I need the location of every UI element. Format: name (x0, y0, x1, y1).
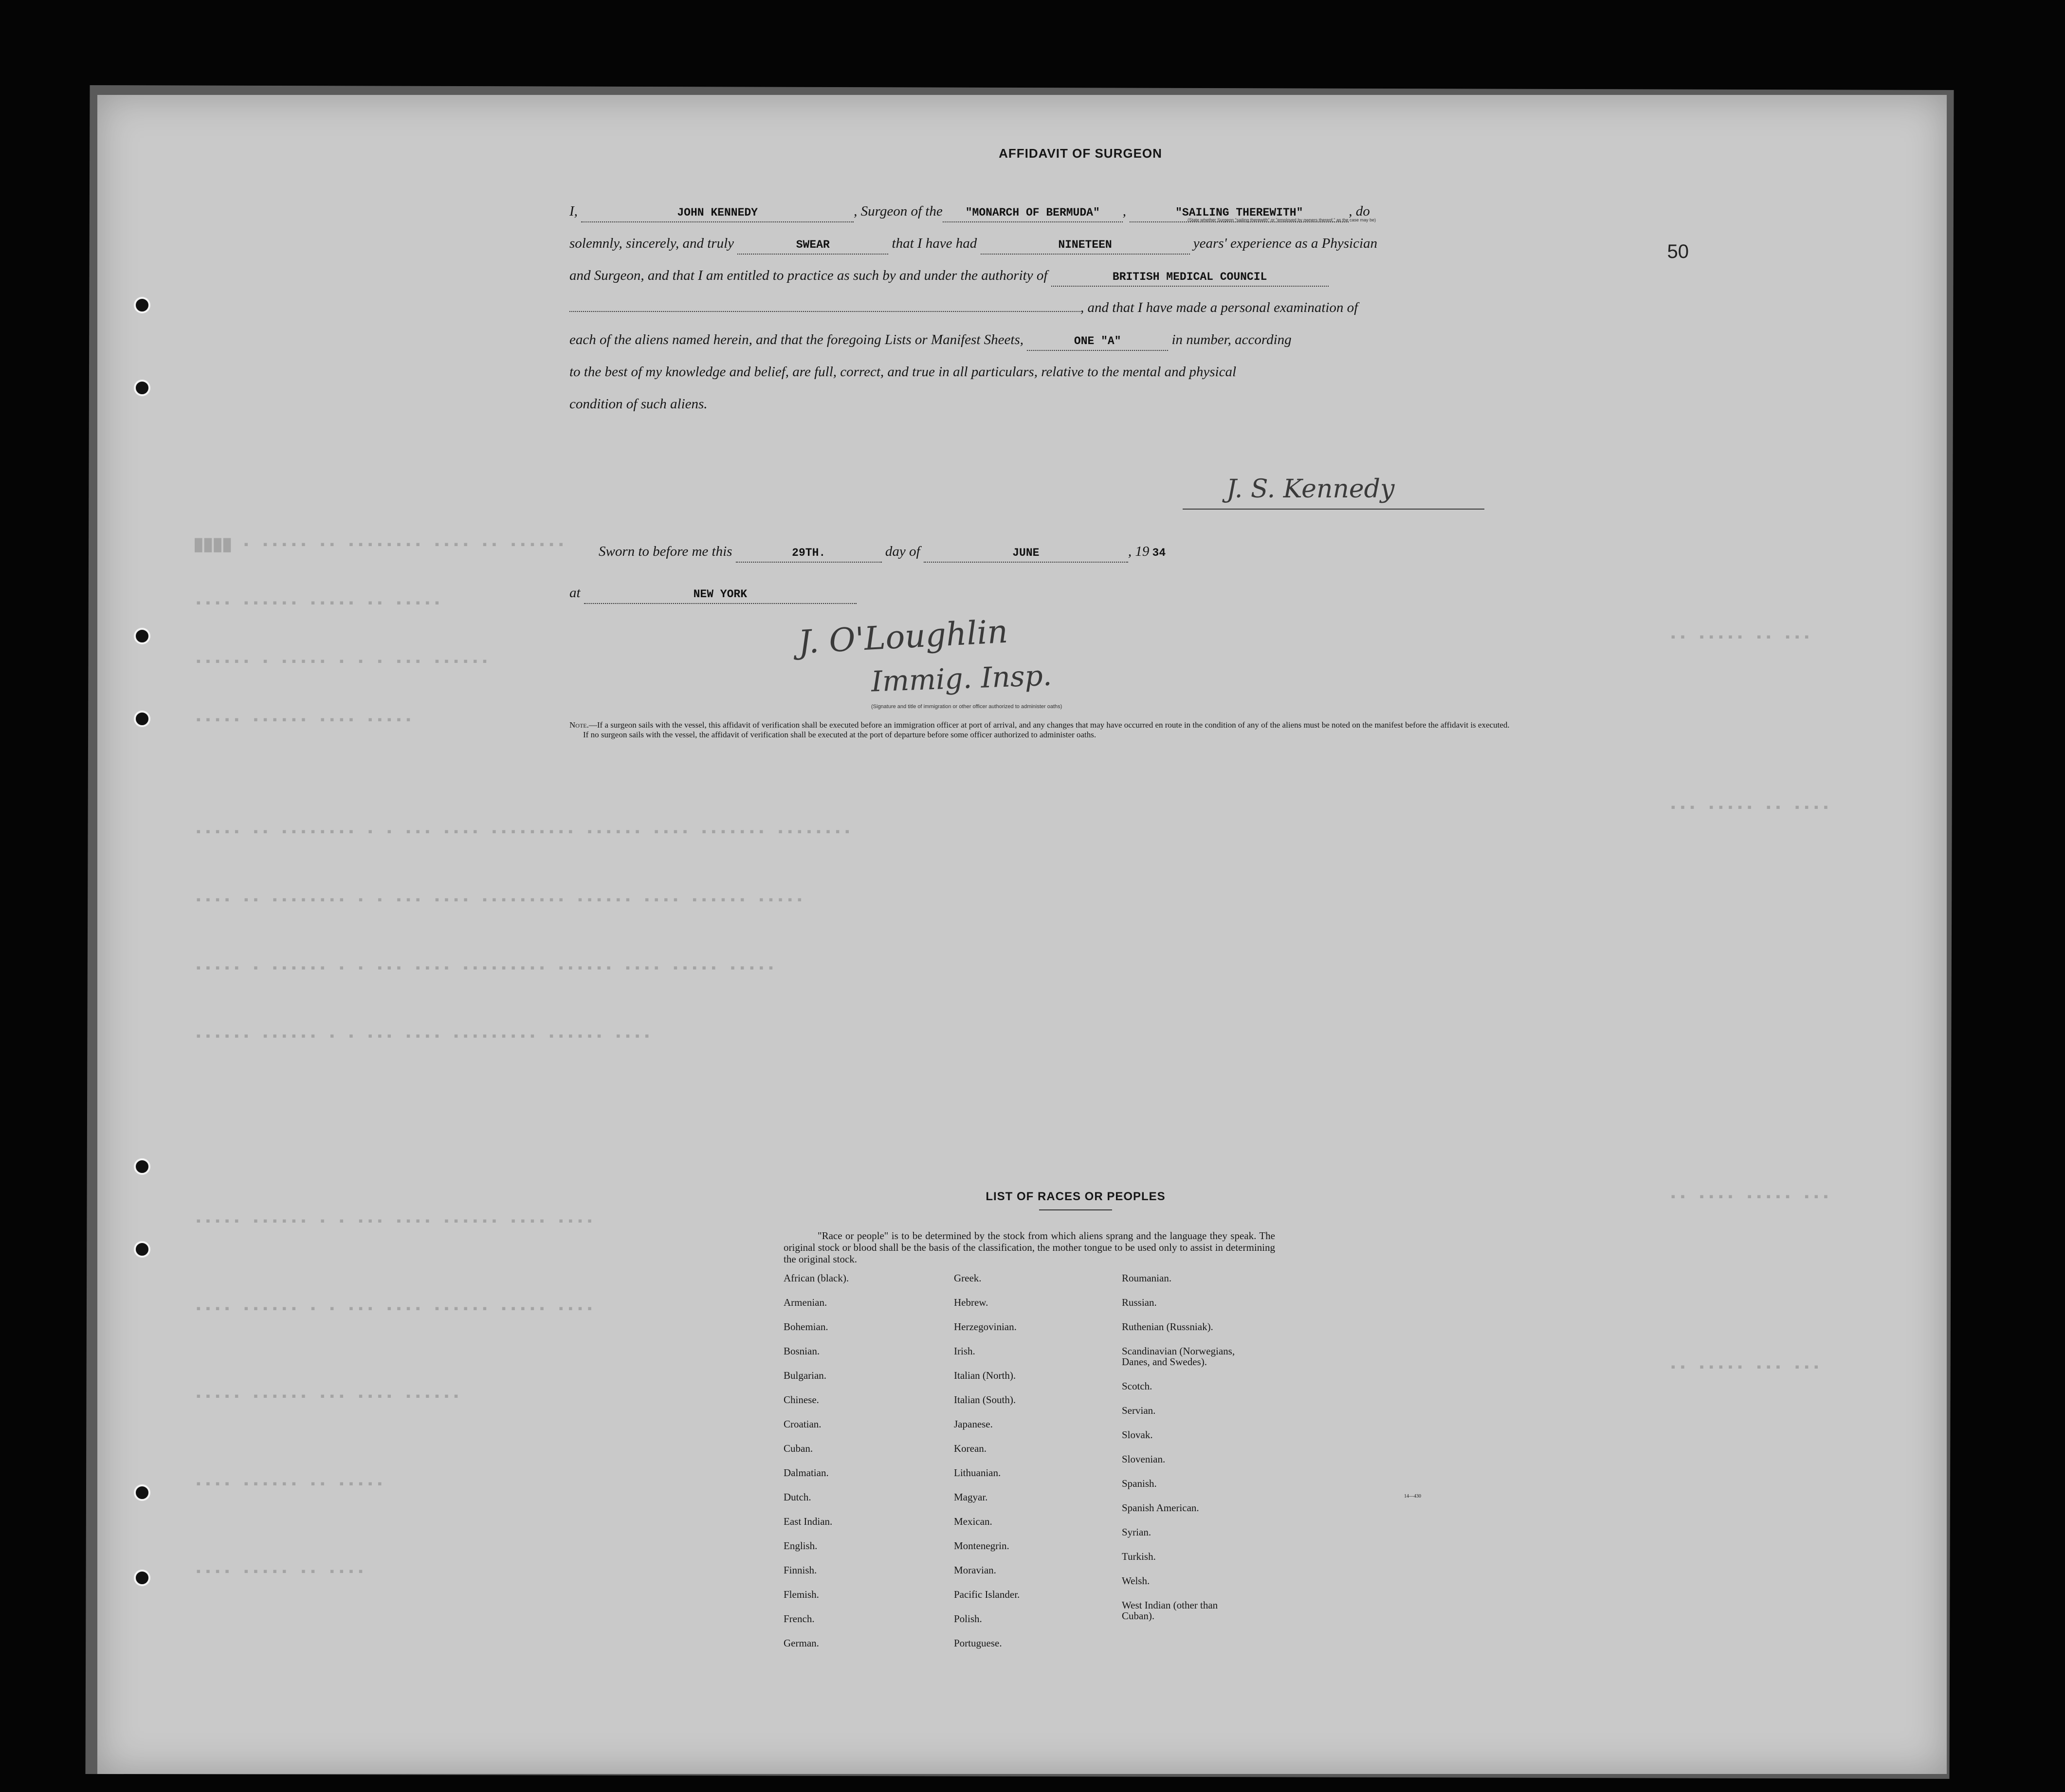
race-item: Hebrew. (954, 1297, 988, 1308)
bleed-through-text: ▪▪ ▪▪▪▪ ▪▪▪▪▪ ▪▪▪ (1669, 1190, 1832, 1205)
race-item: Cuban. (784, 1443, 813, 1454)
sailing-status-note: (State whether Surgeon "sailing therewith" or "employed by owners thereof," as the case may be) (1188, 218, 1376, 222)
note-section (569, 704, 1591, 740)
bleed-through-text: ▪▪▪▪ ▪▪▪▪▪▪ ▪▪ ▪▪▪▪▪ (195, 1477, 386, 1492)
authority-field: BRITISH MEDICAL COUNCIL (1051, 268, 1329, 287)
bleed-through-text: ▪▪▪▪ ▪▪ ▪▪▪▪▪▪▪▪ ▪ ▪ ▪▪▪ ▪▪▪▪ ▪▪▪▪▪▪▪▪▪ ▪▪▪▪▪▪ ▪▪▪▪ ▪▪▪▪▪▪ ▪▪▪▪▪ (195, 893, 805, 908)
signature-caption: (Signature and title of immigration or other officer authorized to administer oaths) (871, 704, 1062, 710)
years-field: NINETEEN (981, 236, 1190, 255)
race-item: Italian (North). (954, 1370, 1016, 1381)
form-code: 14—430 (1404, 1494, 1421, 1499)
sailing-status-field: "SAILING THEREWITH" (1130, 204, 1349, 222)
affidavit-line-6: to the best of my knowledge and belief, are full, correct, and true in all particulars, relative to the mental and physical (569, 364, 1237, 380)
race-item: Chinese. (784, 1394, 819, 1406)
affidavit-line-4: , and that I have made a personal examination of (569, 292, 1591, 324)
affidavit-line-5: each of the aliens named herein, and that the foregoing Lists or Manifest Sheets, ONE "A" in number, according (569, 324, 1591, 356)
races-title-rule (1039, 1209, 1112, 1210)
race-item: Turkish. (1122, 1551, 1156, 1562)
oath-field: SWEAR (737, 236, 888, 255)
race-item: Servian. (1122, 1405, 1156, 1416)
race-item: French. (784, 1613, 815, 1625)
race-item: Moravian. (954, 1564, 996, 1576)
surgeon-signature-line (1183, 509, 1484, 510)
races-intro: "Race or people" is to be determined by the stock from which aliens sprang and the language they speak. The original stock or blood shall be the basis of the classification, the mother tongue to be used only to assist in determining the original stock. (784, 1230, 1275, 1265)
bleed-through-text: ▪▪ ▪▪▪▪▪ ▪▪ ▪▪▪ (1669, 630, 1813, 645)
sworn-place-field: NEW YORK (584, 585, 857, 604)
race-item: Magyar. (954, 1491, 988, 1503)
race-item: German. (784, 1637, 819, 1649)
surgeon-name-field: JOHN KENNEDY (581, 204, 854, 222)
race-item: Polish. (954, 1613, 982, 1625)
document-page (97, 95, 1947, 1774)
race-item: Syrian. (1122, 1526, 1151, 1538)
race-item: Greek. (954, 1272, 982, 1284)
race-item: Bohemian. (784, 1321, 828, 1333)
race-item: Italian (South). (954, 1394, 1016, 1406)
affidavit-line-1: I, JOHN KENNEDY , Surgeon of the "MONARCH OF BERMUDA" , "SAILING THEREWITH" , do (State whether Surgeon "sailing therewith" or "employed by owners thereof," as the case may be) (569, 195, 1591, 227)
bleed-through-text: ▪▪ ▪▪▪▪▪ ▪▪▪ ▪▪▪ (1669, 1360, 1822, 1375)
race-item: Spanish American. (1122, 1502, 1199, 1514)
note-line-2: If no surgeon sails with the vessel, the affidavit of verification shall be executed at the port of departure before some officer authorized to administer oaths. (583, 730, 1096, 739)
sworn-day-field: 29TH. (736, 544, 882, 563)
bleed-through-text: ████ ▪ ▪▪▪▪▪ ▪▪ ▪▪▪▪▪▪▪▪ ▪▪▪▪ ▪▪ ▪▪▪▪▪▪ (195, 538, 567, 552)
race-item: Roumanian. (1122, 1272, 1172, 1284)
bleed-through-text: ▪▪▪ ▪▪▪▪▪ ▪▪ ▪▪▪▪ (1669, 801, 1832, 815)
race-item: Spanish. (1122, 1478, 1157, 1489)
race-item: Dutch. (784, 1491, 811, 1503)
races-title: LIST OF RACES OR PEOPLES (986, 1190, 1166, 1203)
sworn-month-field: JUNE (924, 544, 1128, 563)
page-number: 50 (1667, 241, 1689, 262)
race-item: Scotch. (1122, 1380, 1152, 1392)
binding-hole (134, 297, 150, 313)
races-column-1 (784, 1273, 959, 1662)
races-column-2 (954, 1273, 1129, 1662)
race-item: West Indian (other than Cuban). (1122, 1599, 1218, 1622)
race-item: Slovenian. (1122, 1453, 1166, 1465)
sheets-count-field: ONE "A" (1027, 332, 1168, 351)
ship-name-field: "MONARCH OF BERMUDA" (943, 204, 1123, 222)
officer-title-signature: Immig. Insp. (870, 658, 1053, 698)
race-item: Flemish. (784, 1589, 819, 1600)
affidavit-line-2: solemnly, sincerely, and truly SWEAR that I have had NINETEEN years' experience as a Physician (569, 227, 1591, 259)
race-item: Portuguese. (954, 1637, 1002, 1649)
bleed-through-text: ▪▪▪▪▪▪ ▪ ▪▪▪▪▪ ▪ ▪ ▪ ▪▪▪ ▪▪▪▪▪▪ (195, 655, 491, 669)
binding-hole (134, 1241, 150, 1258)
bleed-through-text: ▪▪▪▪ ▪▪▪▪▪▪ ▪▪▪▪▪ ▪▪ ▪▪▪▪▪ (195, 596, 443, 611)
affidavit-line-7: condition of such aliens. (569, 396, 708, 412)
officer-signature: J. O'Loughlin (797, 612, 1009, 661)
race-item: Dalmatian. (784, 1467, 829, 1479)
bleed-through-text: ▪▪▪▪ ▪▪▪▪▪▪ ▪ ▪ ▪▪▪ ▪▪▪▪ ▪▪▪▪▪▪ ▪▪▪▪▪ ▪▪▪▪ (195, 1302, 596, 1317)
binding-hole (134, 628, 150, 644)
race-item: Mexican. (954, 1516, 992, 1527)
race-item: Japanese. (954, 1418, 993, 1430)
bleed-through-text: ▪▪▪▪▪ ▪▪ ▪▪▪▪▪▪▪▪ ▪ ▪ ▪▪▪ ▪▪▪▪ ▪▪▪▪▪▪▪▪▪ ▪▪▪▪▪▪ ▪▪▪▪ ▪▪▪▪▪▪▪ ▪▪▪▪▪▪▪▪ (195, 825, 853, 840)
sworn-line: Sworn to before me this 29TH. day of JUNE , 19 34 (599, 535, 1169, 567)
races-column-3 (1122, 1273, 1297, 1635)
race-item: Montenegrin. (954, 1540, 1009, 1552)
race-item: Finnish. (784, 1564, 817, 1576)
race-item: Ruthenian (Russniak). (1122, 1321, 1213, 1333)
affidavit-line-3: and Surgeon, and that I am entitled to practice as such by and under the authority of BRITISH MEDICAL COUNCIL (569, 259, 1591, 292)
affidavit-title: AFFIDAVIT OF SURGEON (999, 146, 1162, 161)
race-item: English. (784, 1540, 818, 1552)
race-item: Pacific Islander. (954, 1589, 1020, 1600)
binding-hole (134, 380, 150, 396)
bleed-through-text: ▪▪▪▪▪ ▪ ▪▪▪▪▪▪ ▪ ▪ ▪▪▪ ▪▪▪▪ ▪▪▪▪▪▪▪▪▪ ▪▪▪▪▪▪ ▪▪▪▪ ▪▪▪▪▪ ▪▪▪▪▪ (195, 961, 777, 976)
sworn-year-field: 34 (1152, 547, 1166, 559)
race-item: Korean. (954, 1443, 987, 1454)
race-item: Russian. (1122, 1297, 1157, 1308)
race-item: Armenian. (784, 1297, 827, 1308)
race-item: East Indian. (784, 1516, 833, 1527)
binding-hole (134, 711, 150, 727)
race-item: Scandinavian (Norwegians, Danes, and Swedes). (1122, 1345, 1235, 1368)
sworn-place-line: at NEW YORK (569, 577, 857, 609)
races-columns (784, 1273, 1368, 1672)
race-item: Lithuanian. (954, 1467, 1001, 1479)
note-line-1: Note.—If a surgeon sails with the vessel, this affidavit of verification shall be executed before an immigration officer at port of arrival, and any changes that may have occurred en route in the condition of any of the aliens must be noted on the manifest before the affidavit is executed. (569, 720, 1510, 730)
race-item: Slovak. (1122, 1429, 1153, 1441)
bleed-through-text: ▪▪▪▪▪ ▪▪▪▪▪▪ ▪ ▪ ▪▪▪ ▪▪▪▪ ▪▪▪▪▪▪ ▪▪▪▪ ▪▪▪▪ (195, 1214, 596, 1229)
race-item: Welsh. (1122, 1575, 1150, 1587)
race-item: African (black). (784, 1272, 849, 1284)
binding-hole (134, 1158, 150, 1175)
bleed-through-text: ▪▪▪▪ ▪▪▪▪▪ ▪▪ ▪▪▪▪ (195, 1565, 366, 1579)
authority-continued-field (569, 311, 1080, 312)
surgeon-signature: J. S. Kennedy (1226, 475, 1395, 504)
binding-hole (134, 1484, 150, 1501)
bleed-through-text: ▪▪▪▪▪▪ ▪▪▪▪▪▪ ▪ ▪ ▪▪▪ ▪▪▪▪ ▪▪▪▪▪▪▪▪▪ ▪▪▪▪▪▪ ▪▪▪▪ (195, 1029, 653, 1044)
bleed-through-text: ▪▪▪▪▪ ▪▪▪▪▪▪ ▪▪▪ ▪▪▪▪ ▪▪▪▪▪▪ (195, 1390, 462, 1404)
race-item: Bosnian. (784, 1345, 820, 1357)
binding-hole (134, 1570, 150, 1586)
race-item: Bulgarian. (784, 1370, 827, 1381)
race-item: Herzegovinian. (954, 1321, 1017, 1333)
bleed-through-text: ▪▪▪▪▪ ▪▪▪▪▪▪ ▪▪▪▪ ▪▪▪▪▪ (195, 713, 414, 728)
race-item: Croatian. (784, 1418, 822, 1430)
races-section (784, 1190, 1368, 1672)
affidavit-section (569, 146, 1591, 698)
race-item: Irish. (954, 1345, 975, 1357)
